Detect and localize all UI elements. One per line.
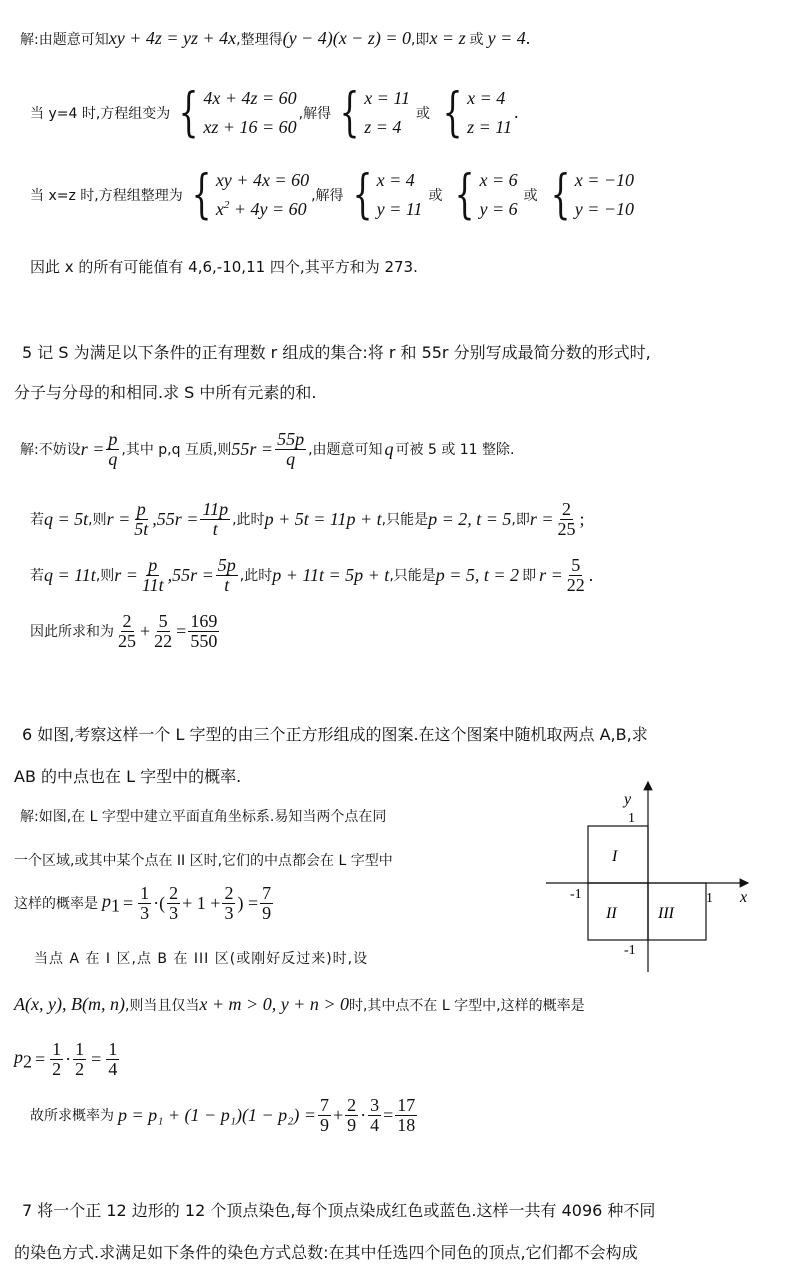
- text: ,解得: [298, 105, 332, 122]
- brace: {: [455, 164, 475, 225]
- variable: $p_1$: [102, 890, 120, 916]
- text: 当 y=4 时,方程组变为: [30, 105, 171, 122]
- equation: 4x + 4z = 60: [203, 88, 297, 108]
- subscript: 2: [23, 1051, 32, 1072]
- fraction: $\frac{5}{22}$: [154, 611, 173, 651]
- equation: x = 4: [376, 170, 415, 190]
- operator: ·: [65, 1048, 72, 1069]
- text: ,即: [511, 512, 530, 529]
- text: 当 x=z 时,方程组整理为: [30, 187, 183, 204]
- l-shape-figure: [544, 778, 764, 978]
- operator: ) =: [237, 892, 259, 913]
- text: ,其中 p,q 互质,则: [121, 442, 232, 459]
- operator: =: [35, 1048, 46, 1069]
- equation: (y − 4)(x − z) = 0: [282, 28, 411, 48]
- tick-x-neg: -1: [570, 887, 582, 902]
- equation: z = 11: [467, 116, 512, 137]
- text: 或: [469, 31, 484, 48]
- sol6-line1: [20, 806, 386, 826]
- equation: p + 5t = 11p + t: [264, 508, 382, 529]
- equation: p + 11t = 5p + t: [272, 564, 390, 585]
- region-3-square: [648, 883, 706, 940]
- equation: x = 4: [467, 88, 506, 108]
- text: 时,其中点不在 L 字型中,这样的概率是: [348, 997, 585, 1014]
- sol6-line2: [14, 850, 393, 870]
- problem-5-line2: 分子与分母的和相同.求 S 中所有元素的和.: [14, 383, 317, 402]
- fraction: $\frac{2}{9}$: [347, 1095, 357, 1135]
- operator: +: [140, 620, 151, 641]
- text: ;: [579, 508, 585, 529]
- equation-system: [185, 166, 309, 224]
- region-2-label: II: [606, 905, 617, 922]
- brace: {: [339, 82, 360, 143]
- text: .: [513, 102, 519, 123]
- text: ,只能是: [381, 512, 429, 529]
- operator: =: [176, 620, 187, 641]
- sol6-line4: [34, 948, 368, 968]
- operator: + 1 +: [182, 892, 221, 913]
- sol5-line1: [20, 430, 515, 469]
- fraction: $\frac{2}{3}$: [169, 883, 179, 923]
- sol4-line3: [30, 166, 636, 224]
- operator: =: [123, 892, 134, 913]
- problem-6-line1: 6 如图,考察这样一个 L 字型的由三个正方形组成的图案.在这个图案中随机取两点 A,B,求: [22, 725, 648, 744]
- equation: x = 11: [364, 88, 411, 108]
- fraction: $\frac{1}{3}$: [140, 883, 150, 923]
- brace: {: [191, 164, 212, 225]
- fraction: $\frac{2}{25}$: [118, 611, 136, 651]
- x-axis-label: x: [740, 889, 748, 906]
- text: ,由题意可知: [308, 442, 383, 459]
- text: .: [525, 28, 531, 48]
- fraction: $\frac{1}{2}$: [52, 1039, 62, 1079]
- equation: p = 2, t = 5: [428, 508, 512, 529]
- fraction: $\frac{5p}{t}$: [217, 555, 236, 595]
- text: 解:由题意可知: [20, 31, 109, 48]
- text: ,则当且仅当: [124, 997, 200, 1014]
- text: 故所求概率为: [30, 1108, 114, 1125]
- tick-y-pos: 1: [628, 811, 635, 826]
- operator: ·: [360, 1104, 367, 1125]
- fraction: $\frac{2}{25}$: [557, 499, 576, 539]
- sol6-line7: [30, 1096, 419, 1135]
- equation: xy + 4z = yz + 4x: [108, 28, 237, 48]
- equation: y = 4: [487, 28, 526, 48]
- equation: y = 11: [376, 198, 423, 219]
- fraction: $\frac{7}{9}$: [262, 883, 272, 923]
- fraction: $\frac{7}{9}$: [319, 1095, 329, 1135]
- sol4-line2: [30, 84, 518, 142]
- equation: y = −10: [574, 198, 635, 219]
- sol6-line6: [14, 1040, 121, 1079]
- text: 当点 A 在 I 区,点 B 在 III 区(或刚好反过来)时,设: [34, 951, 369, 967]
- fraction: $\frac{169}{550}$: [190, 611, 218, 651]
- text: .: [588, 564, 594, 585]
- text: ,整理得: [236, 31, 283, 48]
- fraction: $\frac{1}{4}$: [108, 1039, 118, 1079]
- equation: r =: [80, 438, 105, 459]
- equation: x + m > 0, y + n > 0: [199, 994, 349, 1014]
- fraction: $\frac{17}{18}$: [397, 1095, 416, 1135]
- region-3-label: III: [658, 905, 674, 922]
- equation-system: [448, 166, 517, 224]
- region-2-square: [588, 883, 648, 940]
- equation-system: [346, 166, 423, 224]
- equation: A(x, y), B(m, n): [14, 994, 125, 1014]
- text: ,此时: [232, 512, 265, 529]
- sol6-line5: [14, 994, 585, 1015]
- problem-5-line1: 5 记 S 为满足以下条件的正有理数 r 组成的集合:将 r 和 55r 分别写成最简分数的形式时,: [22, 343, 651, 362]
- equation: q = 11t: [44, 564, 96, 585]
- equation: ,55r =: [152, 508, 199, 529]
- tick-x-pos: 1: [706, 891, 713, 906]
- problem-6-line2: AB 的中点也在 L 字型中的概率.: [14, 767, 242, 786]
- brace: {: [550, 164, 571, 225]
- y-axis-label: y: [624, 791, 632, 808]
- tick-y-neg: -1: [624, 943, 636, 958]
- text: 即: [522, 568, 537, 585]
- text: 或: [523, 187, 538, 204]
- text: ,则: [88, 512, 107, 529]
- operator: +: [332, 1104, 344, 1125]
- brace: {: [178, 82, 199, 143]
- fraction: $\frac{3}{4}$: [370, 1095, 380, 1135]
- text: 可被 5 或 11 整除.: [395, 442, 515, 459]
- equation: r =: [539, 564, 563, 585]
- fraction: $\frac{p}{5t}$: [134, 499, 149, 539]
- text: 因此所求和为: [30, 624, 114, 641]
- problem-7-line1: 7 将一个正 12 边形的 12 个顶点染色,每个顶点染成红色或蓝色.这样一共有 4096 种不同: [22, 1201, 656, 1220]
- equation: r =: [529, 508, 554, 529]
- text: ,只能是: [389, 568, 436, 585]
- var: + 4y = 60: [229, 198, 307, 219]
- problem-7-line2: 的染色方式.求满足如下条件的染色方式总数:在其中任选四个同色的顶点,它们都不会构成: [14, 1243, 638, 1262]
- text: 因此 x 的所有可能值有 4,6,-10,11 四个,其平方和为 273.: [30, 258, 418, 276]
- sol5-line2: [30, 500, 585, 539]
- equation: ,55r =: [167, 564, 214, 585]
- text: 这样的概率是: [14, 896, 98, 913]
- text: 解:如图,在 L 字型中建立平面直角坐标系.易知当两个点在同: [20, 809, 387, 825]
- equation: z = 4: [364, 116, 402, 137]
- fraction: $\frac{11p}{t}$: [202, 499, 229, 539]
- region-1-label: I: [612, 848, 618, 865]
- variable: $p_2$: [14, 1046, 32, 1072]
- operator: ·(: [153, 892, 166, 913]
- fraction: $\frac{2}{3}$: [224, 883, 234, 923]
- operator: =: [383, 1104, 394, 1125]
- equation-system: [436, 84, 512, 142]
- fraction: $\frac{p}{q}$: [108, 429, 118, 469]
- sol4-line1: [20, 28, 530, 49]
- operator: =: [91, 1048, 102, 1069]
- equation-system: [172, 84, 296, 142]
- text: 一个区域,或其中某个点在 II 区时,它们的中点都会在 L 字型中: [14, 853, 393, 869]
- equation: [216, 195, 309, 224]
- equation: y = 6: [479, 198, 518, 219]
- text: ,则: [95, 568, 115, 585]
- equation: xy + 4x = 60: [215, 170, 310, 190]
- var: x: [215, 198, 224, 219]
- brace: {: [442, 82, 463, 143]
- text: ,此时: [239, 568, 273, 585]
- sol5-line4: [30, 612, 221, 651]
- text: 若: [30, 512, 44, 529]
- fraction: $\frac{1}{2}$: [75, 1039, 85, 1079]
- equation: p = p₁ + (1 − p₁)(1 − p₂) =: [118, 1104, 316, 1125]
- equation: x = −10: [574, 170, 635, 190]
- subscript: 1: [111, 895, 120, 916]
- text: ,解得: [311, 187, 344, 204]
- equation: xz + 16 = 60: [203, 116, 297, 137]
- exponent: 2: [223, 198, 230, 211]
- text: ,即: [410, 31, 430, 48]
- equation: q = 5t: [44, 508, 89, 529]
- equation-system: [544, 166, 634, 224]
- text: 或: [416, 105, 431, 122]
- text: 或: [428, 187, 443, 204]
- brace: {: [352, 164, 373, 225]
- equation: r =: [114, 564, 138, 585]
- equation: p = 5, t = 2: [435, 564, 520, 585]
- variable: q: [384, 438, 394, 459]
- fraction: $\frac{5}{22}$: [566, 555, 585, 595]
- sol5-line3: [30, 556, 593, 595]
- text: 解:不妨设: [20, 442, 81, 459]
- equation: x = z: [429, 28, 466, 48]
- sol4-line4: [30, 256, 418, 277]
- fraction: $\frac{p}{11t}$: [141, 555, 164, 595]
- equation: 55r =: [231, 438, 274, 459]
- region-1-square: [588, 826, 648, 883]
- equation: x = 6: [479, 170, 518, 190]
- sol6-line3: [14, 884, 275, 923]
- fraction: $\frac{55p}{q}$: [277, 429, 305, 469]
- equation-system: [333, 84, 410, 142]
- text: 若: [30, 568, 44, 585]
- equation: r =: [106, 508, 131, 529]
